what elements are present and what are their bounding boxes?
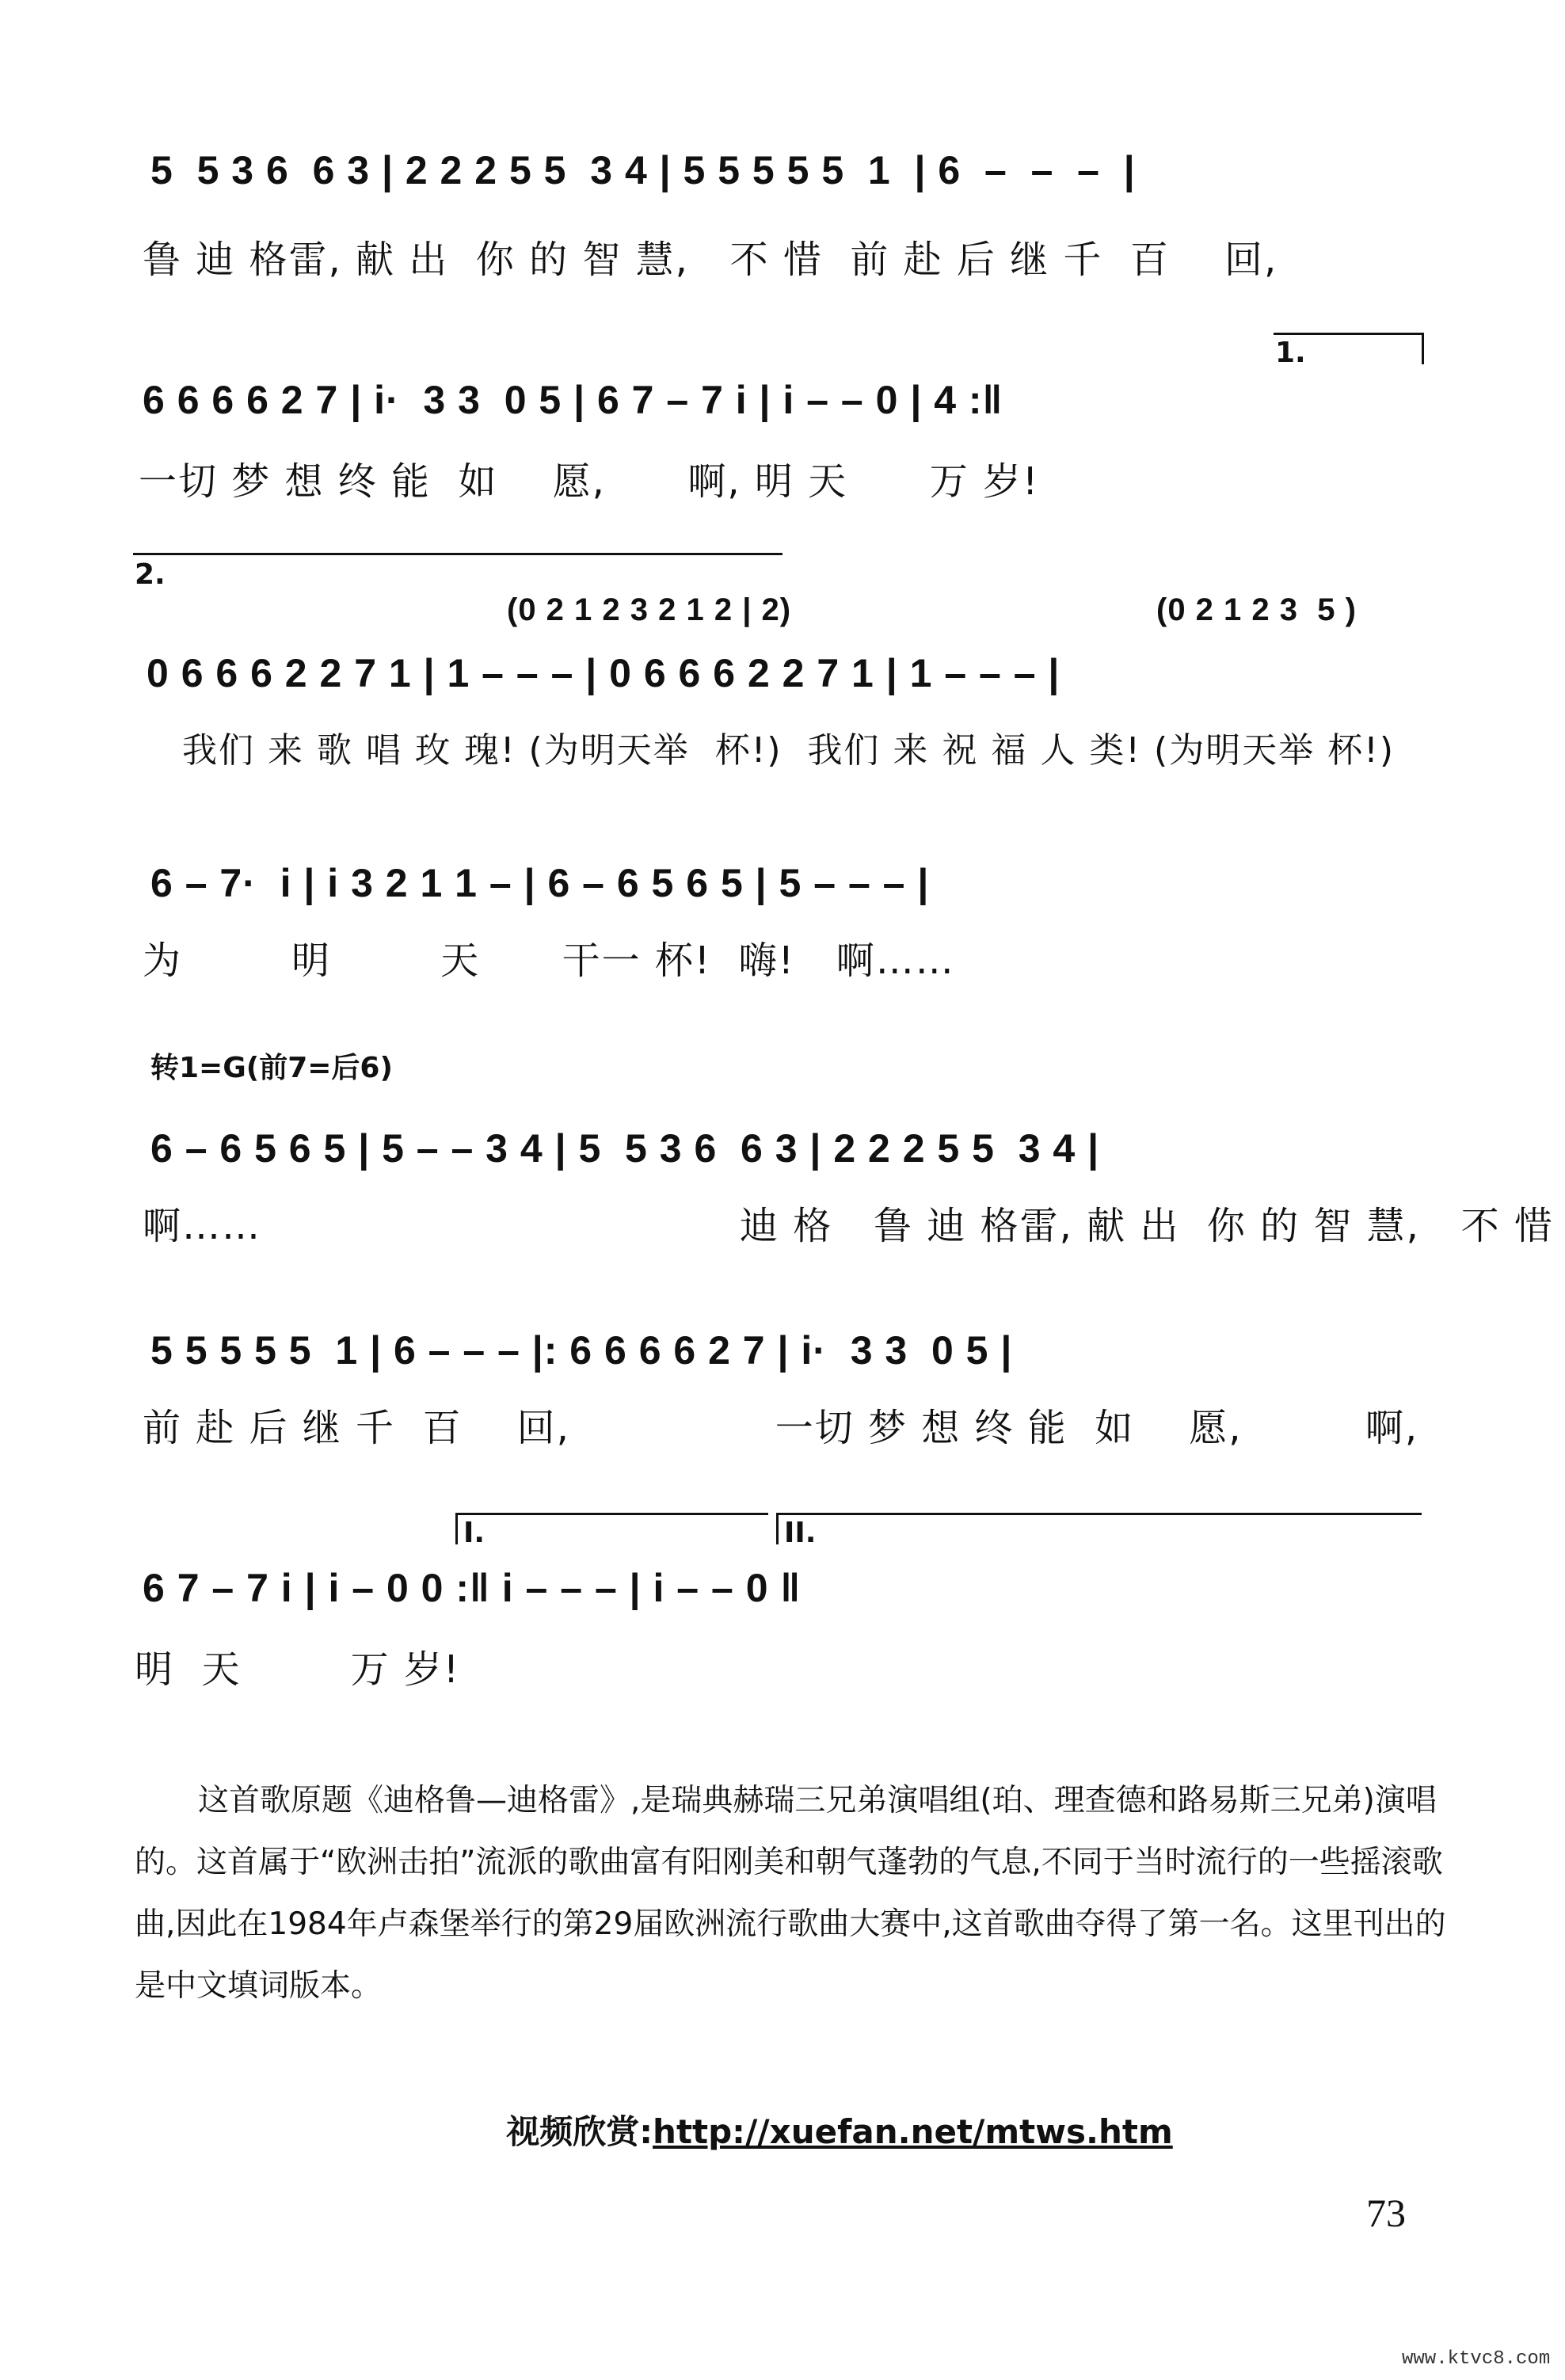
score-line-6-lyric: 前 赴 后 继 千 百 回, 一切 梦 想 终 能 如 愿, 啊,: [143, 1406, 1419, 1450]
watermark: www.ktvc8.com: [1402, 2348, 1551, 2370]
volta-1-label: 1.: [1275, 337, 1306, 369]
volta-I-bracket: [455, 1513, 768, 1515]
score-line-4-notes: 6 – 7· i | i 3 2 1 1 – | 6 – 6 5 6 5 | 5 – – – |: [150, 861, 930, 905]
volta-II-bracket: [776, 1513, 1422, 1515]
score-line-1-notes: 5 5 3 6 6 3 | 2 2 2 5 5 3 4 | 5 5 5 5 5 1 | 6 – – – |: [150, 148, 1136, 192]
score-line-5-lyric: 啊…… 迪 格 鲁 迪 格雷, 献 出 你 的 智 慧, 不 惜: [143, 1204, 1554, 1248]
volta-2-label: 2.: [135, 558, 166, 591]
volta-2-bracket: [133, 553, 782, 555]
page-number: 73: [1366, 2191, 1406, 2235]
video-line: [483, 2067, 1173, 2153]
key-change-label: 转1=G(前7=后6): [150, 1052, 393, 1084]
score-line-4-lyric: 为 明 天 干一 杯! 嗨! 啊……: [143, 939, 955, 983]
video-link[interactable]: http://xuefan.net/mtws.htm: [653, 2112, 1173, 2151]
song-description: 这首歌原题《迪格鲁—迪格雷》,是瑞典赫瑞三兄弟演唱组(珀、理查德和路易斯三兄弟)演唱的。这首属于“欧洲击拍”流派的歌曲富有阳刚美和朝气蓬勃的气息,不同于当时流行的一些摇滚歌曲,因此在1984年卢森堡举行的第29届欧洲流行歌曲大赛中,这首歌曲夺得了第一名。这里刊出的是中文填词版本。: [135, 1783, 1446, 2004]
volta-I-label: I.: [463, 1517, 485, 1549]
volta-II-bracket-start: [776, 1513, 779, 1544]
score-line-5-notes: 6 – 6 5 6 5 | 5 – – 3 4 | 5 5 3 6 6 3 | 2 2 2 5 5 3 4 |: [150, 1126, 1100, 1171]
score-line-3-paren-a: (0 2 1 2 3 2 1 2 | 2): [507, 592, 792, 627]
score-line-6-notes: 5 5 5 5 5 1 | 6 – – – |: 6 6 6 6 2 7 | i· 3 3 0 5 |: [150, 1328, 1013, 1373]
volta-1-bracket: [1274, 333, 1424, 335]
score-line-3-notes: 0 6 6 6 2 2 7 1 | 1 – – – | 0 6 6 6 2 2 7 1 | 1 – – – |: [147, 651, 1060, 695]
score-line-3-lyric: 我们 来 歌 唱 玫 瑰! (为明天举 杯!) 我们 来 祝 福 人 类! (为明天举 杯!): [182, 730, 1395, 771]
score-line-2-notes: 6 6 6 6 2 7 | i· 3 3 0 5 | 6 7 – 7 i | i – – 0 | 4 :‖: [143, 378, 1003, 422]
video-label: 视频欣赏:: [506, 2112, 653, 2151]
volta-II-label: II.: [784, 1517, 817, 1549]
score-line-2-lyric: 一切 梦 想 终 能 如 愿, 啊, 明 天 万 岁!: [139, 459, 1040, 504]
score-line-7-lyric: 明 天 万 岁!: [135, 1647, 461, 1692]
score-line-1-lyric: 鲁 迪 格雷, 献 出 你 的 智 慧, 不 惜 前 赴 后 继 千 百 回,: [143, 238, 1278, 282]
score-line-3-paren-b: (0 2 1 2 3 5 ): [1156, 592, 1357, 627]
volta-I-bracket-start: [455, 1513, 458, 1544]
volta-1-bracket-end: [1422, 333, 1424, 364]
score-line-7-notes: 6 7 – 7 i | i – 0 0 :‖ i – – – | i – – 0 ‖: [143, 1566, 802, 1610]
